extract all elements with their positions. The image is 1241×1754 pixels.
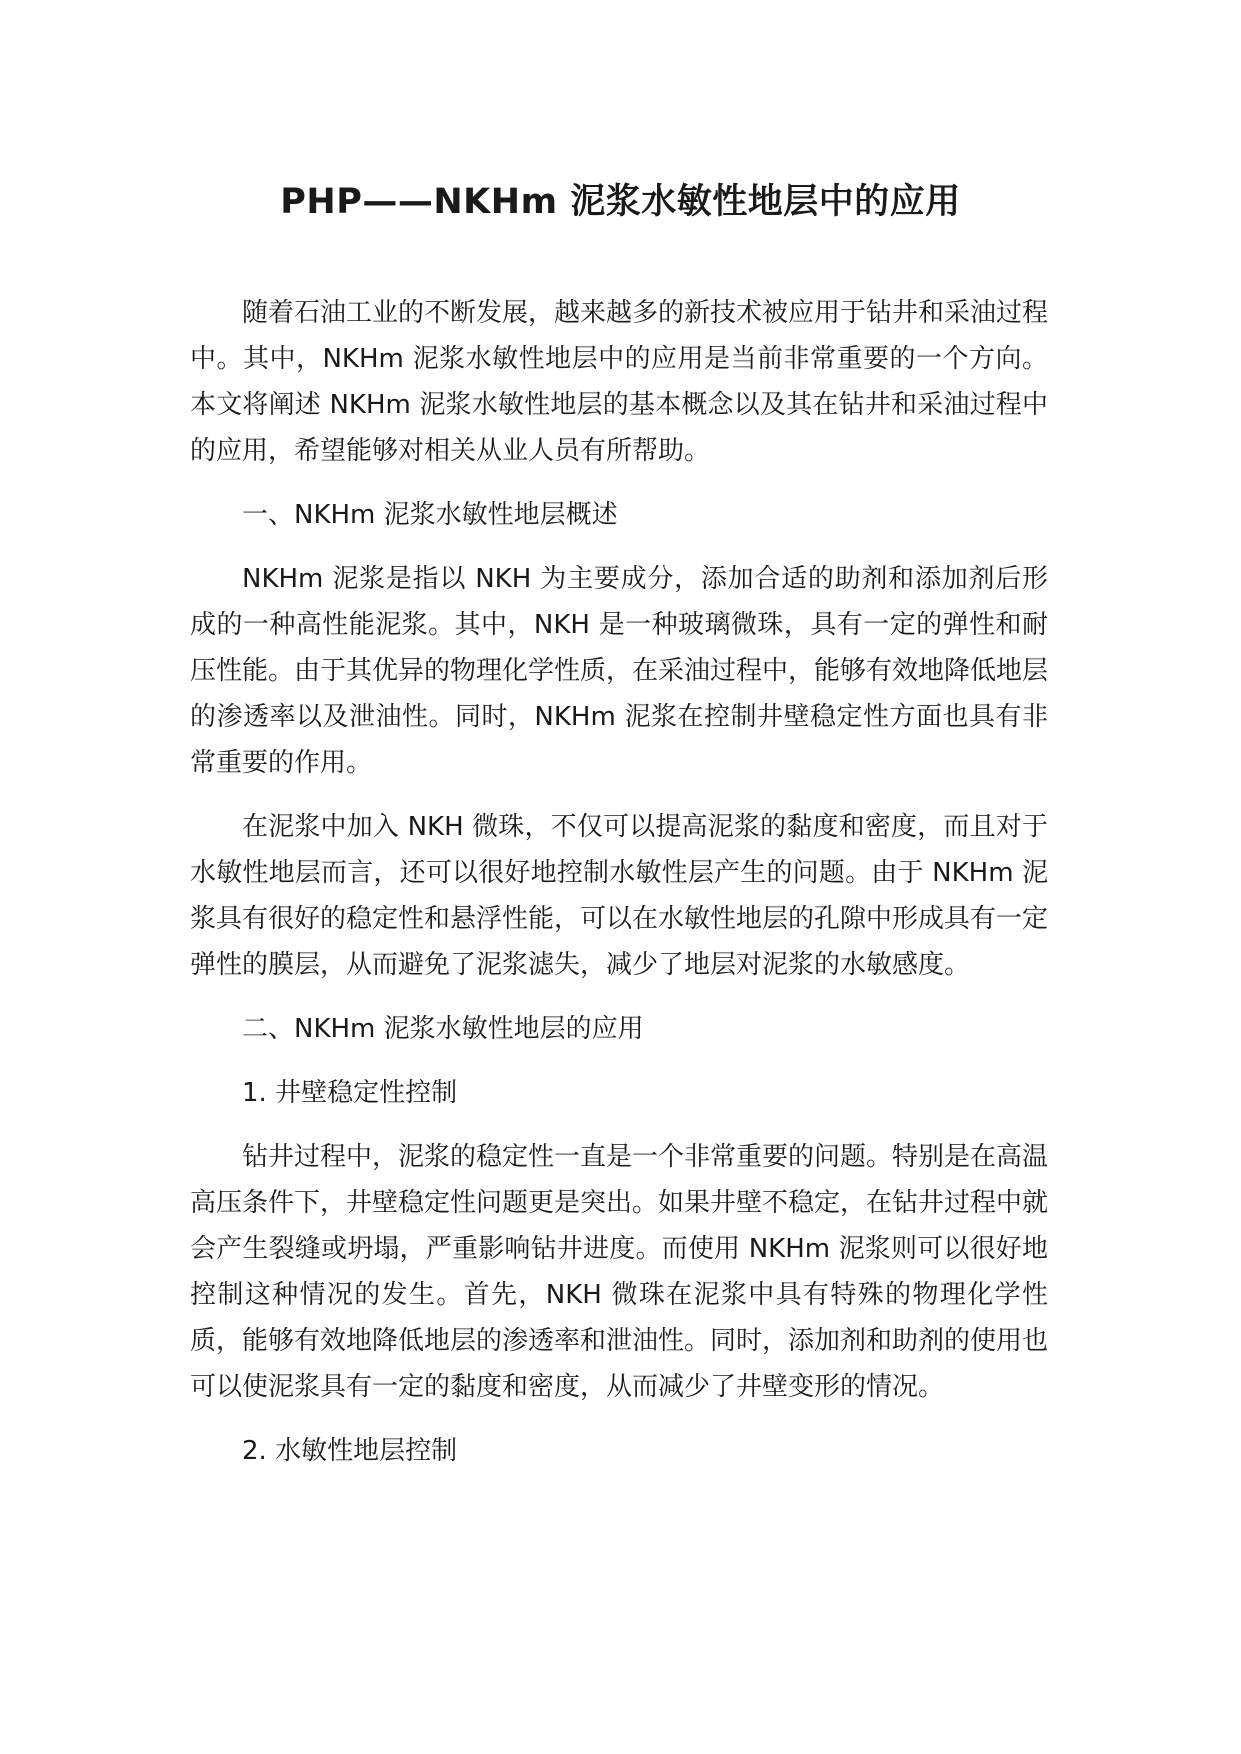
body-paragraph: 在泥浆中加入 NKH 微珠，不仅可以提高泥浆的黏度和密度，而且对于水敏性地层而言，还可以很好地控制水敏性层产生的问题。由于 NKHm 泥浆具有很好的稳定性和悬浮性能，可以在水敏性地层的孔隙中形成具有一定弹性的膜层，从而避免了泥浆滤失，减少了地层对泥浆的水敏感度。	[190, 812, 1049, 980]
section-heading-2: 二、NKHm 泥浆水敏性地层的应用	[242, 1014, 644, 1044]
document-title: PHP——NKHm 泥浆水敏性地层中的应用	[280, 182, 961, 222]
body-paragraph: NKHm 泥浆是指以 NKH 为主要成分，添加合适的助剂和添加剂后形成的一种高性能泥浆。其中，NKH 是一种玻璃微珠，具有一定的弹性和耐压性能。由于其优异的物理化学性质，在采油过程中，能够有效地降低地层的渗透率以及泄油性。同时，NKHm 泥浆在控制井壁稳定性方面也具有非常重要的作用。	[190, 564, 1049, 778]
document-body	[190, 290, 1048, 1492]
section-heading-1: 一、NKHm 泥浆水敏性地层概述	[242, 500, 618, 530]
subsection-heading-1: 1. 井壁稳定性控制	[242, 1078, 458, 1108]
body-paragraph: 钻井过程中，泥浆的稳定性一直是一个非常重要的问题。特别是在高温高压条件下，井壁稳定性问题更是突出。如果井壁不稳定，在钻井过程中就会产生裂缝或坍塌，严重影响钻井进度。而使用 NKHm 泥浆则可以很好地控制这种情况的发生。首先，NKH 微珠在泥浆中具有特殊的物理化学性质，能够有效地降低地层的渗透率和泄油性。同时，添加剂和助剂的使用也可以使泥浆具有一定的黏度和密度，从而减少了井壁变形的情况。	[190, 1142, 1049, 1402]
intro-paragraph: 随着石油工业的不断发展，越来越多的新技术被应用于钻井和采油过程中。其中，NKHm 泥浆水敏性地层中的应用是当前非常重要的一个方向。本文将阐述 NKHm 泥浆水敏性地层的基本概念以及其在钻井和采油过程中的应用，希望能够对相关从业人员有所帮助。	[190, 298, 1049, 466]
subsection-heading-2: 2. 水敏性地层控制	[242, 1436, 458, 1466]
